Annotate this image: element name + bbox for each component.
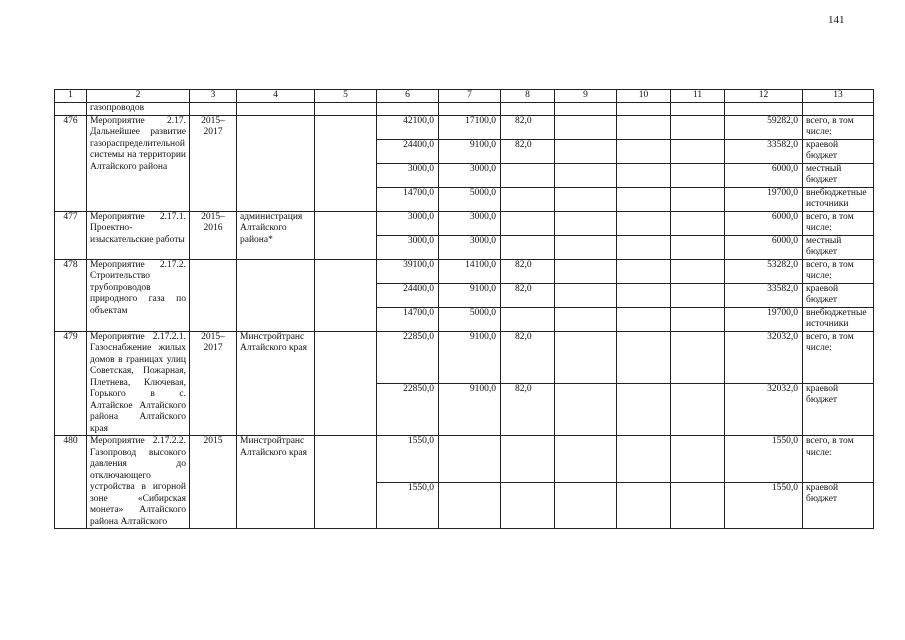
value-col6: 3000,0 bbox=[377, 235, 439, 259]
value-col7: 3000,0 bbox=[439, 211, 501, 235]
funding-source: всего, в том числе: bbox=[803, 331, 874, 383]
continuation-row bbox=[55, 103, 874, 116]
years: 2015–2017 bbox=[190, 115, 237, 211]
value-col10 bbox=[617, 259, 671, 283]
row-number: 480 bbox=[55, 436, 87, 529]
value-col12: 1550,0 bbox=[725, 482, 803, 529]
value-col8 bbox=[501, 482, 555, 529]
value-col8: 82,0 bbox=[501, 331, 555, 383]
value-col12: 19700,0 bbox=[725, 187, 803, 211]
funding-source: местный бюджет bbox=[803, 163, 874, 187]
value-col11 bbox=[671, 283, 725, 307]
funding-source: всего, в том числе: bbox=[803, 436, 874, 483]
value-col10 bbox=[617, 115, 671, 139]
value-col8: 82,0 bbox=[501, 139, 555, 163]
value-col11 bbox=[671, 187, 725, 211]
executor: администрация Алтайского района* bbox=[237, 211, 315, 259]
value-col6: 3000,0 bbox=[377, 211, 439, 235]
value-col12: 53282,0 bbox=[725, 259, 803, 283]
value-col9 bbox=[555, 235, 617, 259]
value-col10 bbox=[617, 187, 671, 211]
value-col9 bbox=[555, 436, 617, 483]
value-col7: 3000,0 bbox=[439, 235, 501, 259]
table-row bbox=[55, 259, 874, 283]
value-col12: 6000,0 bbox=[725, 211, 803, 235]
value-col12: 33582,0 bbox=[725, 139, 803, 163]
header-cell: 2 bbox=[87, 90, 190, 103]
value-col8: 82,0 bbox=[501, 283, 555, 307]
value-col7 bbox=[439, 436, 501, 483]
value-col7: 9100,0 bbox=[439, 283, 501, 307]
header-cell: 11 bbox=[671, 90, 725, 103]
value-col12: 6000,0 bbox=[725, 163, 803, 187]
col5-cell bbox=[315, 259, 377, 331]
years bbox=[190, 259, 237, 331]
value-col6: 1550,0 bbox=[377, 482, 439, 529]
years: 2015 bbox=[190, 436, 237, 529]
value-col6: 22850,0 bbox=[377, 331, 439, 383]
value-col6: 3000,0 bbox=[377, 163, 439, 187]
executor: Минстройтранс Алтайского края bbox=[237, 331, 315, 436]
value-col8 bbox=[501, 187, 555, 211]
measure-name: Мероприятие 2.17.2.1. Газоснабжение жилых домов в границах улиц Советская, Пожарная, Плетнева, Ключевая, Горького в с. Алтайское Алтайского района Алтайского края bbox=[87, 331, 190, 436]
header-cell: 10 bbox=[617, 90, 671, 103]
value-col6: 14700,0 bbox=[377, 187, 439, 211]
budget-table bbox=[54, 89, 874, 529]
value-col7: 5000,0 bbox=[439, 187, 501, 211]
value-col7: 9100,0 bbox=[439, 139, 501, 163]
value-col9 bbox=[555, 139, 617, 163]
page-number: 141 bbox=[828, 14, 845, 26]
funding-source: всего, в том числе: bbox=[803, 115, 874, 139]
value-col11 bbox=[671, 235, 725, 259]
value-col10 bbox=[617, 139, 671, 163]
measure-name: Мероприятие 2.17.2. Строительство трубопроводов природного газа по объектам bbox=[87, 259, 190, 331]
value-col12: 1550,0 bbox=[725, 436, 803, 483]
row-number: 478 bbox=[55, 259, 87, 331]
row-number: 479 bbox=[55, 331, 87, 436]
value-col7: 14100,0 bbox=[439, 259, 501, 283]
continuation-text: газопроводов bbox=[87, 103, 190, 116]
executor bbox=[237, 259, 315, 331]
value-col9 bbox=[555, 115, 617, 139]
value-col6: 39100,0 bbox=[377, 259, 439, 283]
value-col7: 3000,0 bbox=[439, 163, 501, 187]
funding-source: всего, в том числе: bbox=[803, 259, 874, 283]
value-col10 bbox=[617, 307, 671, 331]
value-col9 bbox=[555, 283, 617, 307]
value-col8 bbox=[501, 436, 555, 483]
value-col9 bbox=[555, 163, 617, 187]
value-col6: 14700,0 bbox=[377, 307, 439, 331]
measure-name: Мероприятие 2.17.2.2. Газопровод высокого давления до отключающего устройства в игорной зоне «Сибирская монета» Алтайского района Алтайского bbox=[87, 436, 190, 529]
executor: Минстройтранс Алтайского края bbox=[237, 436, 315, 529]
years: 2015–2016 bbox=[190, 211, 237, 259]
value-col10 bbox=[617, 383, 671, 435]
value-col12: 32032,0 bbox=[725, 383, 803, 435]
value-col10 bbox=[617, 235, 671, 259]
table-row bbox=[55, 115, 874, 139]
funding-source: краевой бюджет bbox=[803, 482, 874, 529]
header-cell: 6 bbox=[377, 90, 439, 103]
header-cell: 4 bbox=[237, 90, 315, 103]
value-col12: 6000,0 bbox=[725, 235, 803, 259]
value-col9 bbox=[555, 259, 617, 283]
value-col9 bbox=[555, 211, 617, 235]
value-col12: 19700,0 bbox=[725, 307, 803, 331]
value-col11 bbox=[671, 482, 725, 529]
value-col10 bbox=[617, 211, 671, 235]
col5-cell bbox=[315, 436, 377, 529]
header-cell: 3 bbox=[190, 90, 237, 103]
value-col11 bbox=[671, 307, 725, 331]
funding-source: краевой бюджет bbox=[803, 383, 874, 435]
value-col12: 32032,0 bbox=[725, 331, 803, 383]
value-col8: 82,0 bbox=[501, 115, 555, 139]
value-col11 bbox=[671, 211, 725, 235]
value-col7: 17100,0 bbox=[439, 115, 501, 139]
years: 2015–2017 bbox=[190, 331, 237, 436]
col5-cell bbox=[315, 211, 377, 259]
value-col10 bbox=[617, 163, 671, 187]
value-col8 bbox=[501, 163, 555, 187]
row-number: 477 bbox=[55, 211, 87, 259]
value-col7: 5000,0 bbox=[439, 307, 501, 331]
value-col9 bbox=[555, 187, 617, 211]
value-col11 bbox=[671, 115, 725, 139]
value-col8: 82,0 bbox=[501, 383, 555, 435]
funding-source: местный бюджет bbox=[803, 235, 874, 259]
header-cell: 13 bbox=[803, 90, 874, 103]
value-col8: 82,0 bbox=[501, 259, 555, 283]
value-col12: 59282,0 bbox=[725, 115, 803, 139]
executor bbox=[237, 115, 315, 211]
header-cell: 5 bbox=[315, 90, 377, 103]
value-col9 bbox=[555, 307, 617, 331]
funding-source: краевой бюджет bbox=[803, 283, 874, 307]
value-col7: 9100,0 bbox=[439, 331, 501, 383]
value-col11 bbox=[671, 436, 725, 483]
value-col6: 1550,0 bbox=[377, 436, 439, 483]
value-col6: 42100,0 bbox=[377, 115, 439, 139]
value-col8 bbox=[501, 211, 555, 235]
header-cell: 7 bbox=[439, 90, 501, 103]
value-col10 bbox=[617, 482, 671, 529]
measure-name: Мероприятие 2.17.1. Проектно-изыскательские работы bbox=[87, 211, 190, 259]
header-cell: 9 bbox=[555, 90, 617, 103]
value-col10 bbox=[617, 436, 671, 483]
value-col11 bbox=[671, 383, 725, 435]
header-cell: 8 bbox=[501, 90, 555, 103]
value-col10 bbox=[617, 331, 671, 383]
table-row bbox=[55, 211, 874, 235]
value-col11 bbox=[671, 259, 725, 283]
funding-source: всего, в том числе: bbox=[803, 211, 874, 235]
table-row bbox=[55, 331, 874, 383]
header-cell: 12 bbox=[725, 90, 803, 103]
value-col6: 24400,0 bbox=[377, 139, 439, 163]
value-col10 bbox=[617, 283, 671, 307]
table-row bbox=[55, 436, 874, 483]
header-row bbox=[55, 90, 874, 103]
value-col7 bbox=[439, 482, 501, 529]
funding-source: внебюджетные источники bbox=[803, 307, 874, 331]
value-col11 bbox=[671, 331, 725, 383]
row-number: 476 bbox=[55, 115, 87, 211]
value-col6: 24400,0 bbox=[377, 283, 439, 307]
value-col12: 33582,0 bbox=[725, 283, 803, 307]
value-col8 bbox=[501, 235, 555, 259]
value-col9 bbox=[555, 331, 617, 383]
header-cell: 1 bbox=[55, 90, 87, 103]
value-col7: 9100,0 bbox=[439, 383, 501, 435]
value-col8 bbox=[501, 307, 555, 331]
value-col11 bbox=[671, 139, 725, 163]
value-col9 bbox=[555, 383, 617, 435]
funding-source: внебюджетные источники bbox=[803, 187, 874, 211]
measure-name: Мероприятие 2.17. Дальнейшее развитие газораспределительной системы на территории Алтайского района bbox=[87, 115, 190, 211]
col5-cell bbox=[315, 331, 377, 436]
funding-source: краевой бюджет bbox=[803, 139, 874, 163]
value-col11 bbox=[671, 163, 725, 187]
value-col9 bbox=[555, 482, 617, 529]
value-col6: 22850,0 bbox=[377, 383, 439, 435]
col5-cell bbox=[315, 115, 377, 211]
